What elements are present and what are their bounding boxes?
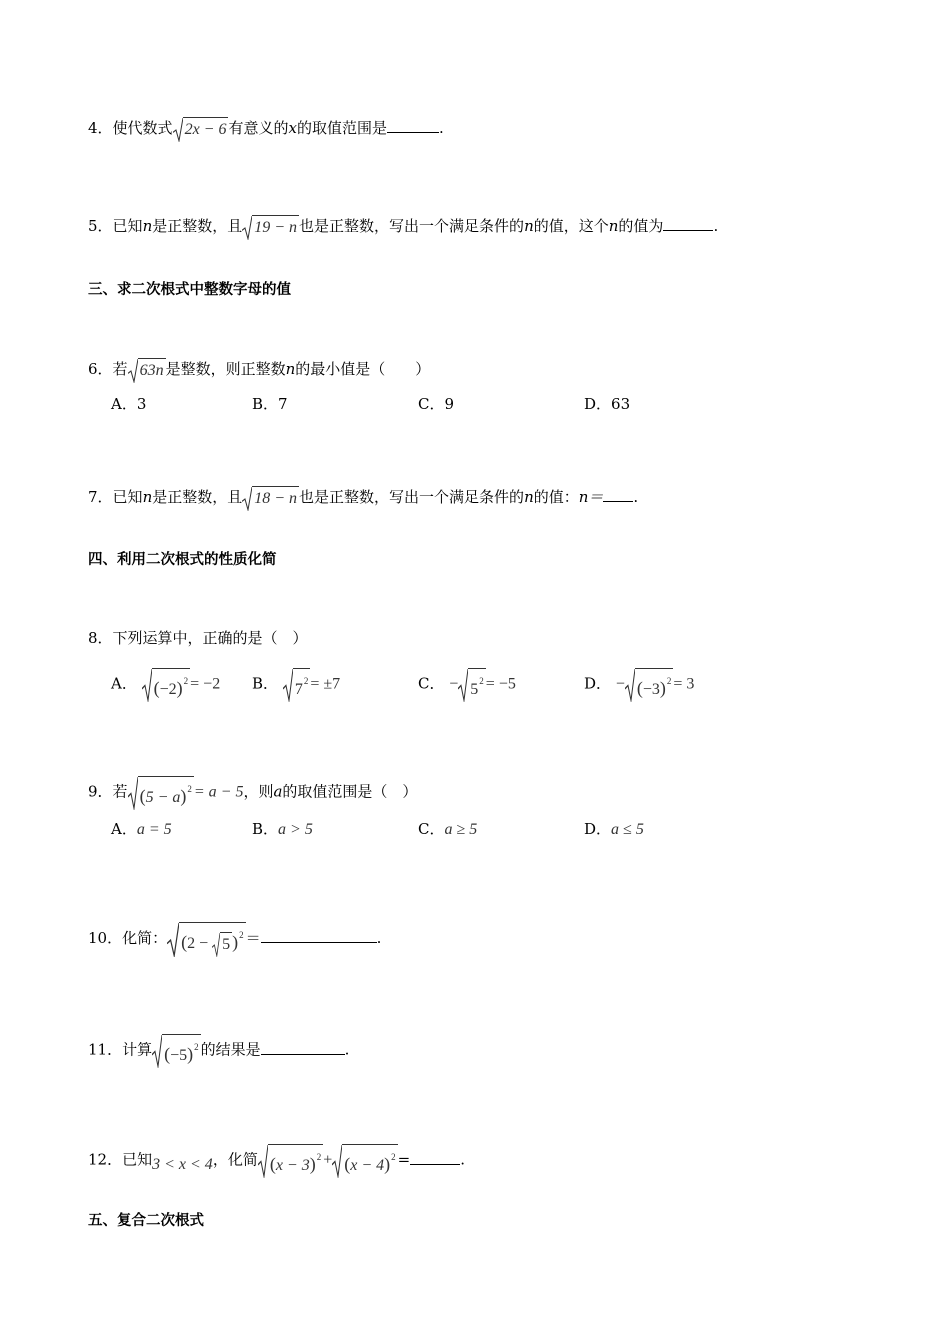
question-text: 有意义的 xyxy=(228,119,289,137)
question-4: 4．使代数式 2x − 6 有意义的x的取值范围是 . xyxy=(88,117,444,141)
question-11: 11．计算 $(-5)^2$ 的结果是 . xyxy=(88,1034,349,1067)
radical-expression: $(-5)^2$ xyxy=(152,1034,201,1067)
option-a[interactable]: A． $(-2)^2 = -2$ xyxy=(111,668,220,701)
option-b[interactable]: B．7 xyxy=(252,395,288,413)
question-text: 使代数式 xyxy=(112,119,173,137)
question-5: 5．已知n是正整数，且 19 − n 也是正整数，写出一个满足条件的n的值，这个n的值为 . xyxy=(88,215,718,239)
question-number: 6． xyxy=(88,360,113,378)
condition: 3 < x < 4 xyxy=(152,1155,213,1173)
variable: a xyxy=(273,782,283,801)
section-heading-3: 三、求二次根式中整数字母的值 xyxy=(88,282,291,298)
variable: n xyxy=(142,217,153,235)
variable: x xyxy=(288,119,297,137)
radical-expression: $(5 - a)^2$ xyxy=(128,776,194,809)
question-number: 11． xyxy=(88,1040,123,1059)
question-number: 9． xyxy=(88,782,113,801)
radical-expression: (2 − 5 )$^2$ xyxy=(167,922,246,956)
question-10: 10．化简： (2 − 5 )$^2$ ＝ . xyxy=(88,922,381,956)
radical-expression: 2x − 6 xyxy=(173,117,229,141)
radical-expression: 19 − n xyxy=(242,215,299,239)
radical-expression: 18 − n xyxy=(242,486,299,510)
answer-blank[interactable] xyxy=(663,216,713,231)
question-6: 6．若 63n 是整数，则正整数n的最小值是（ ） xyxy=(88,358,430,382)
question-text: 的取值范围是 xyxy=(296,119,387,137)
answer-blank[interactable] xyxy=(603,487,633,502)
section-heading-5: 五、复合二次根式 xyxy=(88,1213,204,1229)
answer-blank[interactable] xyxy=(261,928,377,943)
option-c[interactable]: C．a ≥ 5 xyxy=(418,820,478,838)
option-b[interactable]: B．a > 5 xyxy=(252,820,313,838)
option-a[interactable]: A．3 xyxy=(111,395,147,413)
radical-expression: $5^2$ xyxy=(458,668,486,701)
variable: n xyxy=(142,488,153,506)
variable: n xyxy=(285,360,296,378)
question-stem: 下列运算中，正确的是（ ） xyxy=(112,629,308,647)
option-a[interactable]: A．a = 5 xyxy=(111,820,172,838)
option-d[interactable]: D．63 xyxy=(584,395,631,413)
question-number: 8． xyxy=(88,629,113,647)
question-8 xyxy=(88,627,308,649)
option-d[interactable]: D． − $(-3)^2 = 3$ xyxy=(584,668,694,701)
question-number: 5． xyxy=(88,217,113,235)
question-7: 7．已知n是正整数，且 18 − n 也是正整数，写出一个满足条件的n的值：n＝ . xyxy=(88,486,638,510)
radical-expression: $(-3)^2$ xyxy=(625,668,674,701)
answer-blank[interactable] xyxy=(261,1040,345,1055)
question-number: 7． xyxy=(88,488,113,506)
answer-blank[interactable] xyxy=(410,1150,460,1165)
question-number: 4． xyxy=(88,119,113,137)
answer-blank[interactable] xyxy=(387,118,439,133)
question-number: 10． xyxy=(88,929,123,948)
question-9: 9．若 $(5 - a)^2 = a - 5$，则a的取值范围是（ ） xyxy=(88,776,417,809)
question-12: 12．已知3 < x < 4，化简 $(x - 3)^2$ + $(x - 4)^2$ = . xyxy=(88,1144,465,1177)
radical-expression: $(-2)^2$ xyxy=(142,668,191,701)
radical-expression: $(x - 3)^2$ xyxy=(258,1144,323,1177)
option-d[interactable]: D．a ≤ 5 xyxy=(584,820,644,838)
radical-expression: 63n xyxy=(128,358,166,382)
question-number: 12． xyxy=(88,1150,123,1169)
option-b[interactable]: B． $7^2 = \pm 7$ xyxy=(252,668,340,701)
radical-expression: $(x - 4)^2$ xyxy=(332,1144,397,1177)
option-c[interactable]: C．9 xyxy=(418,395,455,413)
section-heading-4: 四、利用二次根式的性质化简 xyxy=(88,552,277,568)
radical-expression: $7^2$ xyxy=(283,668,311,701)
option-c[interactable]: C． − $5^2 = -5$ xyxy=(418,668,516,701)
